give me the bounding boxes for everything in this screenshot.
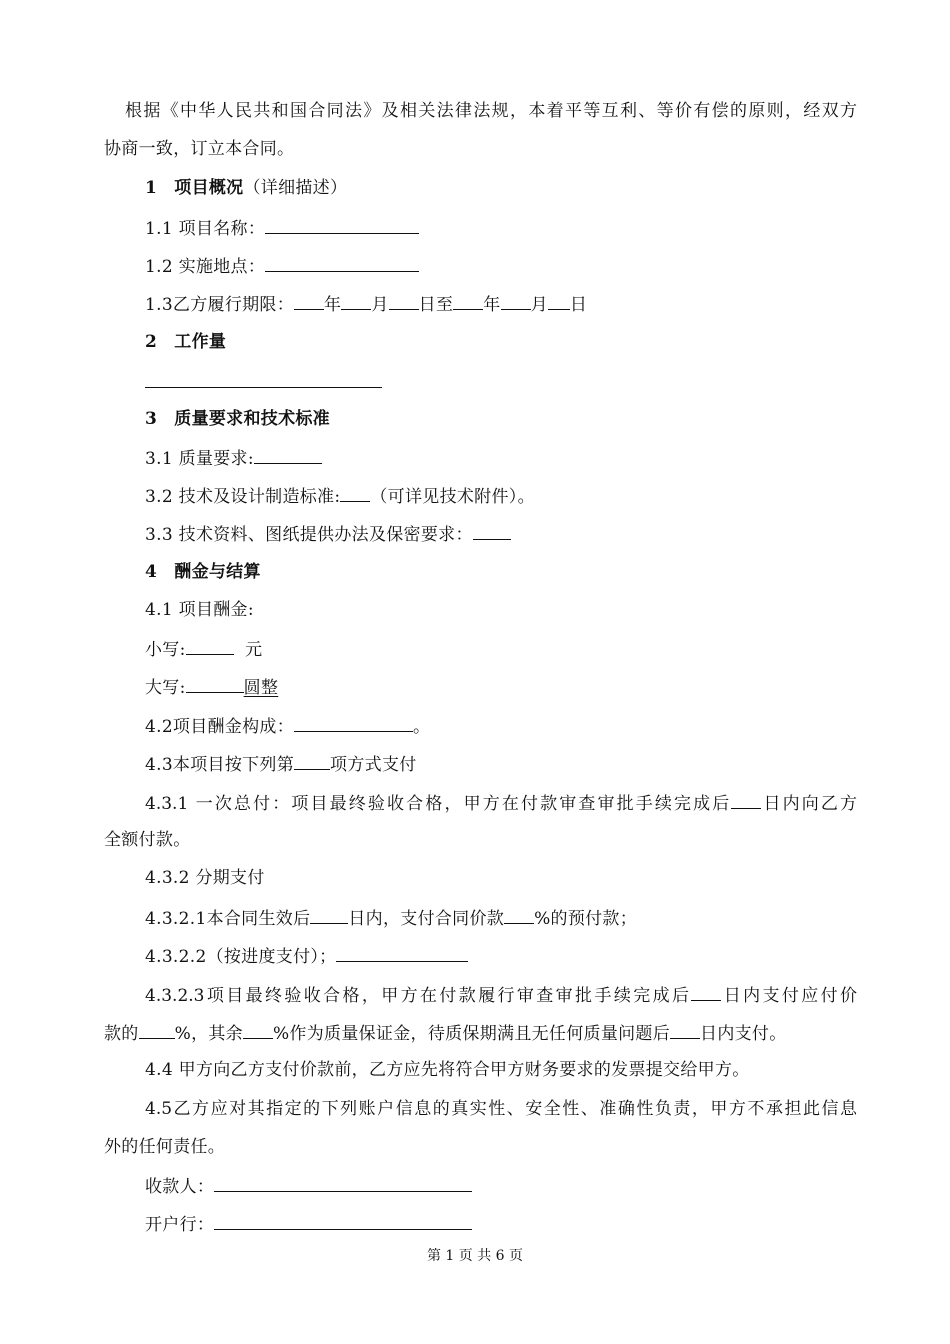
item-1-3 bbox=[145, 291, 587, 317]
advance-percent-blank[interactable] bbox=[504, 905, 534, 924]
section-3-title: 质量要求和技术标准 bbox=[174, 409, 330, 429]
item-4-3-2: 4.3.2 分期支付 bbox=[145, 868, 265, 888]
progress-payment-blank[interactable] bbox=[336, 943, 468, 962]
payee-blank[interactable] bbox=[214, 1173, 472, 1192]
section-4-heading bbox=[145, 560, 261, 584]
amount-big-unit: 圆整 bbox=[243, 678, 279, 698]
item-4-3-2-2 bbox=[145, 943, 468, 969]
workload-blank-line[interactable] bbox=[145, 387, 382, 388]
composition-end: 。 bbox=[413, 717, 431, 737]
item-1-2 bbox=[145, 253, 419, 279]
section-1-heading bbox=[145, 176, 347, 200]
final-text-f: 日内支付。 bbox=[700, 1024, 787, 1044]
final-percent-blank[interactable] bbox=[139, 1020, 175, 1039]
start-month-text: 月 bbox=[371, 295, 389, 315]
progress-payment-label: 4.3.2.2（按进度支付）； bbox=[145, 947, 337, 967]
item-4-3-1-line-1 bbox=[145, 790, 857, 816]
amount-big-label: 大写: bbox=[145, 678, 186, 698]
item-4-3-2-3-line-1 bbox=[145, 982, 857, 1008]
start-year-blank[interactable] bbox=[294, 291, 324, 310]
advance-text-c: %的预付款； bbox=[534, 909, 638, 929]
advance-text-b: 日内，支付合同价款 bbox=[348, 909, 505, 929]
standard-label: 3.2 技术及设计制造标准: bbox=[145, 487, 341, 507]
item-4-5-line-2: 外的任何责任。 bbox=[104, 1137, 226, 1157]
end-month-text: 月 bbox=[530, 295, 548, 315]
retention-percent-blank[interactable] bbox=[243, 1020, 273, 1039]
section-1-number: 1 bbox=[145, 178, 158, 198]
lump-sum-text-a: 4.3.1 一次总付：项目最终验收合格，甲方在付款审查审批手续完成后 bbox=[145, 794, 732, 814]
tech-docs-blank[interactable] bbox=[473, 521, 511, 540]
item-3-3 bbox=[145, 521, 511, 547]
item-3-2 bbox=[145, 483, 535, 509]
item-4-5-line-1: 4.5乙方应对其指定的下列账户信息的真实性、安全性、准确性负责，甲方不承担此信息 bbox=[145, 1099, 857, 1119]
final-text-d: %，其余 bbox=[174, 1024, 243, 1044]
start-day-to-text: 日至 bbox=[418, 295, 454, 315]
final-text-b: 日内支付应付价 bbox=[721, 986, 857, 1006]
section-1-title: 项目概况 bbox=[174, 178, 244, 198]
final-text-a: 4.3.2.3项目最终验收合格，甲方在付款履行审查审批手续完成后 bbox=[145, 986, 692, 1006]
end-month-blank[interactable] bbox=[501, 291, 531, 310]
term-label: 1.3乙方履行期限： bbox=[145, 295, 295, 315]
section-3-heading bbox=[145, 407, 330, 431]
item-4-3-2-1 bbox=[145, 905, 637, 931]
amount-small-blank[interactable] bbox=[186, 636, 234, 655]
bank-label: 开户行： bbox=[145, 1215, 215, 1235]
project-name-label: 1.1 项目名称： bbox=[145, 219, 266, 239]
section-2-title: 工作量 bbox=[174, 332, 227, 352]
bank-row bbox=[145, 1211, 472, 1237]
standard-blank[interactable] bbox=[340, 483, 370, 502]
section-1-note: （详细描述） bbox=[243, 178, 348, 198]
intro-line-2: 协商一致，订立本合同。 bbox=[104, 139, 295, 159]
amount-small bbox=[145, 636, 262, 662]
amount-big-blank[interactable] bbox=[186, 674, 244, 693]
item-4-1: 4.1 项目酬金: bbox=[145, 600, 254, 620]
final-text-e: %作为质量保证金，待质保期满且无任何质量问题后 bbox=[272, 1024, 671, 1044]
advance-days-blank[interactable] bbox=[310, 905, 348, 924]
item-4-3 bbox=[145, 751, 417, 777]
retention-days-blank[interactable] bbox=[670, 1020, 700, 1039]
section-4-number: 4 bbox=[145, 562, 158, 582]
section-3-number: 3 bbox=[145, 409, 158, 429]
payment-method-blank[interactable] bbox=[294, 751, 330, 770]
item-4-2 bbox=[145, 713, 430, 739]
amount-small-label: 小写: bbox=[145, 640, 186, 660]
section-2-heading bbox=[145, 330, 226, 354]
location-blank[interactable] bbox=[265, 253, 419, 272]
item-4-3-1-line-2: 全额付款。 bbox=[104, 830, 191, 850]
page-footer: 第 1 页 共 6 页 bbox=[426, 1248, 524, 1264]
start-year-text: 年 bbox=[324, 295, 342, 315]
item-4-3-2-3-line-2 bbox=[104, 1020, 787, 1046]
payee-row bbox=[145, 1173, 472, 1199]
final-text-c: 款的 bbox=[104, 1024, 139, 1044]
item-4-4: 4.4 甲方向乙方支付价款前，乙方应先将符合甲方财务要求的发票提交给甲方。 bbox=[145, 1060, 750, 1080]
location-label: 1.2 实施地点： bbox=[145, 257, 266, 277]
advance-text-a: 4.3.2.1本合同生效后 bbox=[145, 909, 311, 929]
composition-blank[interactable] bbox=[294, 713, 413, 732]
payment-method-prefix: 4.3本项目按下列第 bbox=[145, 755, 295, 775]
amount-small-unit: 元 bbox=[245, 640, 263, 660]
item-3-1 bbox=[145, 445, 322, 471]
bank-blank[interactable] bbox=[214, 1211, 472, 1230]
composition-label: 4.2项目酬金构成： bbox=[145, 717, 295, 737]
end-year-text: 年 bbox=[483, 295, 501, 315]
item-1-1 bbox=[145, 215, 419, 241]
intro-line-1: 根据《中华人民共和国合同法》及相关法律法规，本着平等互利、等价有偿的原则，经双方 bbox=[125, 101, 857, 121]
final-days-blank[interactable] bbox=[691, 982, 721, 1001]
project-name-blank[interactable] bbox=[265, 215, 419, 234]
payee-label: 收款人： bbox=[145, 1177, 215, 1197]
section-2-number: 2 bbox=[145, 332, 158, 352]
end-day-text: 日 bbox=[569, 295, 588, 315]
end-year-blank[interactable] bbox=[453, 291, 483, 310]
tech-docs-label: 3.3 技术资料、图纸提供办法及保密要求： bbox=[145, 525, 473, 545]
lump-sum-days-blank[interactable] bbox=[731, 790, 761, 809]
payment-method-suffix: 项方式支付 bbox=[330, 755, 417, 775]
end-day-blank[interactable] bbox=[548, 291, 570, 310]
section-4-title: 酬金与结算 bbox=[174, 562, 261, 582]
start-month-blank[interactable] bbox=[341, 291, 371, 310]
quality-label: 3.1 质量要求: bbox=[145, 449, 254, 469]
quality-blank[interactable] bbox=[254, 445, 322, 464]
start-day-blank[interactable] bbox=[389, 291, 419, 310]
amount-big bbox=[145, 674, 278, 700]
standard-note: （可详见技术附件）。 bbox=[370, 487, 535, 507]
lump-sum-text-b: 日内向乙方 bbox=[761, 794, 857, 814]
